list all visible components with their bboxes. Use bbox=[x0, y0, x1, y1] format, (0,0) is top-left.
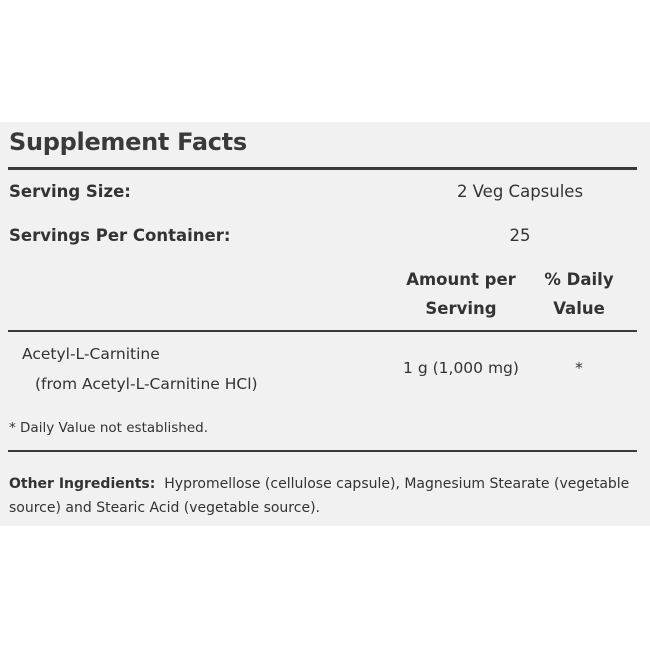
daily-value-footnote: * Daily Value not established. bbox=[9, 420, 208, 436]
other-ingredients bbox=[9, 472, 634, 520]
title-divider bbox=[8, 167, 637, 170]
amount-header-line1: Amount per bbox=[406, 270, 516, 289]
dv-header-line1: % Daily bbox=[544, 270, 614, 289]
other-ingredients-text: Hypromellose (cellulose capsule), Magnesium Stearate (vegetable source) and Stearic Acid (vegetable source). bbox=[9, 476, 630, 516]
footer-divider bbox=[8, 450, 637, 452]
ingredient-amount: 1 g (1,000 mg) bbox=[403, 359, 519, 377]
servings-per-container-label: Servings Per Container: bbox=[9, 226, 231, 245]
amount-header-line2: Serving bbox=[425, 299, 497, 318]
panel-title: Supplement Facts bbox=[9, 128, 247, 156]
ingredient-daily-value: * bbox=[575, 359, 583, 377]
ingredient-source: (from Acetyl-L-Carnitine HCl) bbox=[35, 375, 258, 393]
header-divider bbox=[8, 330, 637, 332]
servings-per-container-value: 25 bbox=[509, 226, 531, 245]
dv-header-line2: Value bbox=[553, 299, 605, 318]
serving-size-value: 2 Veg Capsules bbox=[456, 182, 584, 201]
ingredient-name: Acetyl-L-Carnitine bbox=[22, 345, 160, 363]
other-ingredients-label: Other Ingredients: bbox=[9, 476, 156, 492]
daily-value-header bbox=[544, 265, 613, 323]
amount-per-serving-header bbox=[406, 265, 516, 323]
serving-size-label: Serving Size: bbox=[9, 182, 131, 201]
